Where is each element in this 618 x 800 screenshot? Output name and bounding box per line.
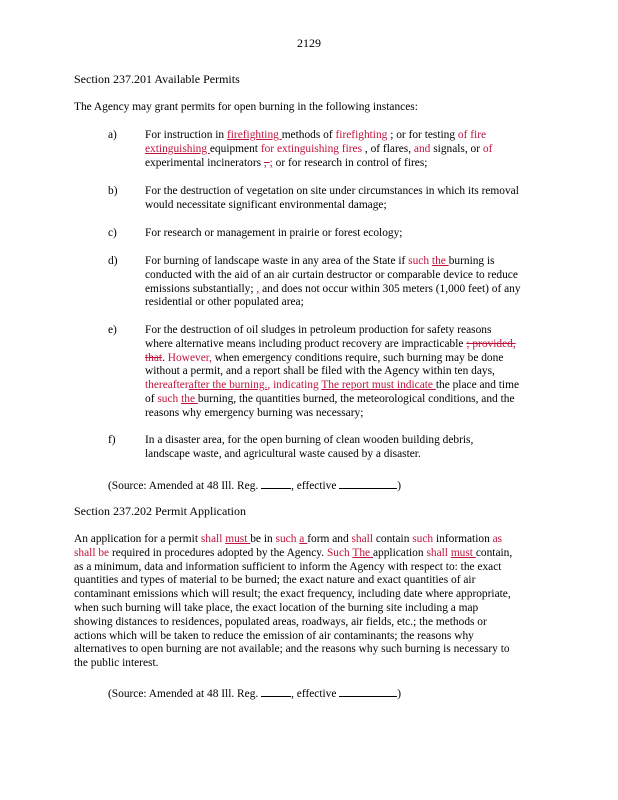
text-run: must	[225, 533, 251, 545]
text-run: methods of	[281, 129, 336, 141]
date-blank	[339, 685, 397, 697]
item-label: e)	[108, 324, 117, 336]
text-run: An application for a permit	[74, 533, 201, 545]
text-run: such	[412, 533, 434, 545]
reg-blank	[261, 685, 291, 697]
source-effective: , effective	[291, 480, 340, 492]
text-run: the	[431, 255, 449, 267]
item-label: b)	[108, 185, 118, 197]
text-run: showing distances to residences, populated areas, roadways, air fields, etc.; the methods or	[74, 615, 487, 628]
text-run: that	[145, 351, 163, 364]
text-run: and does not occur within 305 meters (1,000 feet) of any	[259, 282, 521, 295]
text-run: a	[299, 533, 308, 545]
item-text	[145, 129, 545, 170]
text-run: equipment	[209, 142, 261, 155]
text-run: actions which will be taken to reduce the emission of air contaminants; the reasons why	[74, 629, 474, 642]
item-text	[145, 255, 545, 310]
text-run: alternatives to open burning are not available; and the reasons why such burning is necessary to	[74, 643, 510, 656]
item-text	[145, 324, 545, 421]
text-run: for extinguishing fires	[260, 142, 363, 155]
source-note	[108, 685, 401, 702]
text-run: thereafter	[145, 379, 189, 392]
text-run: when emergency conditions require, such burning may be done	[211, 351, 504, 364]
text-run: after the burning.	[188, 379, 268, 392]
text-run: information	[433, 533, 493, 545]
text-run: shall	[426, 546, 448, 559]
permit-application-body	[74, 533, 544, 671]
text-run: shall be	[74, 546, 110, 559]
text-run: of fire	[457, 129, 487, 141]
text-run: ; provided,	[466, 337, 516, 350]
text-run: firefighting	[226, 129, 282, 141]
text-run: experimental incinerators	[145, 156, 264, 169]
text-run: such	[157, 392, 179, 405]
item-label: a)	[108, 129, 117, 141]
text-run: The	[352, 546, 373, 559]
text-run: the	[181, 392, 198, 405]
text-run: or for research in control of fires;	[272, 156, 428, 169]
text-run: the place and time	[435, 379, 520, 392]
text-run: firefighting	[335, 129, 388, 141]
text-run: of	[482, 142, 493, 155]
text-run: conducted with the aid of an air curtain destructor or comparable device to reduce	[145, 268, 518, 281]
text-run: would necessitate significant environmental damage;	[145, 198, 387, 211]
source-prefix: (Source: Amended at 48 Ill. Reg.	[108, 688, 262, 700]
source-effective: , effective	[291, 688, 340, 700]
text-run: extinguishing	[145, 142, 210, 155]
reg-blank	[261, 477, 291, 489]
text-run: residential or other populated area;	[145, 296, 304, 309]
text-run: For research or management in prairie or forest ecology;	[145, 227, 403, 239]
section-heading-237-202: Section 237.202 Permit Application	[74, 504, 246, 518]
page-number: 2129	[297, 36, 321, 50]
text-run: burning is	[448, 255, 495, 267]
text-run: form and	[307, 533, 352, 545]
source-prefix: (Source: Amended at 48 Ill. Reg.	[108, 480, 262, 492]
text-run: , of flares,	[362, 142, 414, 155]
text-run: quantities and types of material to be burned; the exact nature and exact quantities of air	[74, 574, 476, 587]
text-run: ,	[256, 282, 260, 295]
text-run: For burning of landscape waste in any area of the State if	[145, 255, 409, 267]
text-run: contain,	[475, 546, 513, 559]
text-run: as	[492, 533, 503, 545]
intro-text: The Agency may grant permits for open burning in the following instances:	[74, 101, 418, 113]
text-run: contain	[373, 533, 413, 545]
text-run: ; or for testing	[387, 129, 458, 141]
item-label: f)	[108, 434, 116, 446]
item-label: d)	[108, 255, 118, 267]
text-run: when such burning will take place, the exact location of the burning site including a map	[74, 601, 479, 614]
text-run: such	[408, 255, 430, 267]
text-run: emissions substantially;	[145, 282, 257, 295]
text-run: be in	[250, 533, 276, 545]
text-run: reasons why emergency burning was necessary;	[145, 406, 364, 419]
text-run: and	[413, 142, 431, 155]
text-run: In a disaster area, for the open burning of clean wooden building debris,	[145, 434, 474, 446]
text-run: application	[372, 546, 427, 559]
text-run: For instruction in	[145, 129, 227, 141]
source-note	[108, 477, 401, 494]
item-label: c)	[108, 227, 117, 239]
text-run: ,	[263, 156, 270, 169]
item-text	[145, 227, 545, 241]
text-run: must	[450, 546, 476, 559]
text-run: without a permit, and a report shall be filed with the Agency within ten days,	[145, 365, 495, 378]
text-run: Such	[326, 546, 350, 559]
text-run: the public interest.	[74, 657, 159, 670]
text-run: However,	[167, 351, 212, 364]
item-text	[145, 185, 545, 213]
text-run: required in procedures adopted by the Agency.	[109, 546, 327, 559]
text-run: such	[275, 533, 297, 545]
text-run: , indicating	[267, 379, 319, 392]
text-run: signals, or	[430, 142, 483, 155]
item-text	[145, 434, 545, 462]
text-run: shall	[200, 533, 223, 545]
date-blank	[339, 477, 397, 489]
text-run: .	[162, 351, 168, 364]
text-run: For the destruction of vegetation on site under circumstances in which its removal	[145, 185, 519, 197]
section-heading-237-201: Section 237.201 Available Permits	[74, 72, 240, 86]
text-run: The report must indicate	[321, 379, 436, 392]
text-run: For the destruction of oil sludges in petroleum production for safety reasons	[145, 324, 492, 336]
text-run: contaminant emissions which will result; the exact frequency, including date where appropriate,	[74, 588, 511, 601]
text-run: of	[145, 392, 158, 405]
text-run: where alternative means including product recovery are impracticable	[145, 337, 467, 350]
source-close: )	[397, 480, 402, 492]
text-run: shall	[351, 533, 374, 545]
source-close: )	[397, 688, 402, 700]
text-run: ;	[269, 156, 273, 169]
text-run: burning, the quantities burned, the meteorological conditions, and the	[197, 392, 515, 405]
text-run: as a minimum, data and information sufficient to inform the Agency with respect to: the exact	[74, 560, 502, 573]
text-run: landscape waste, and agricultural waste caused by a disaster.	[145, 447, 421, 460]
